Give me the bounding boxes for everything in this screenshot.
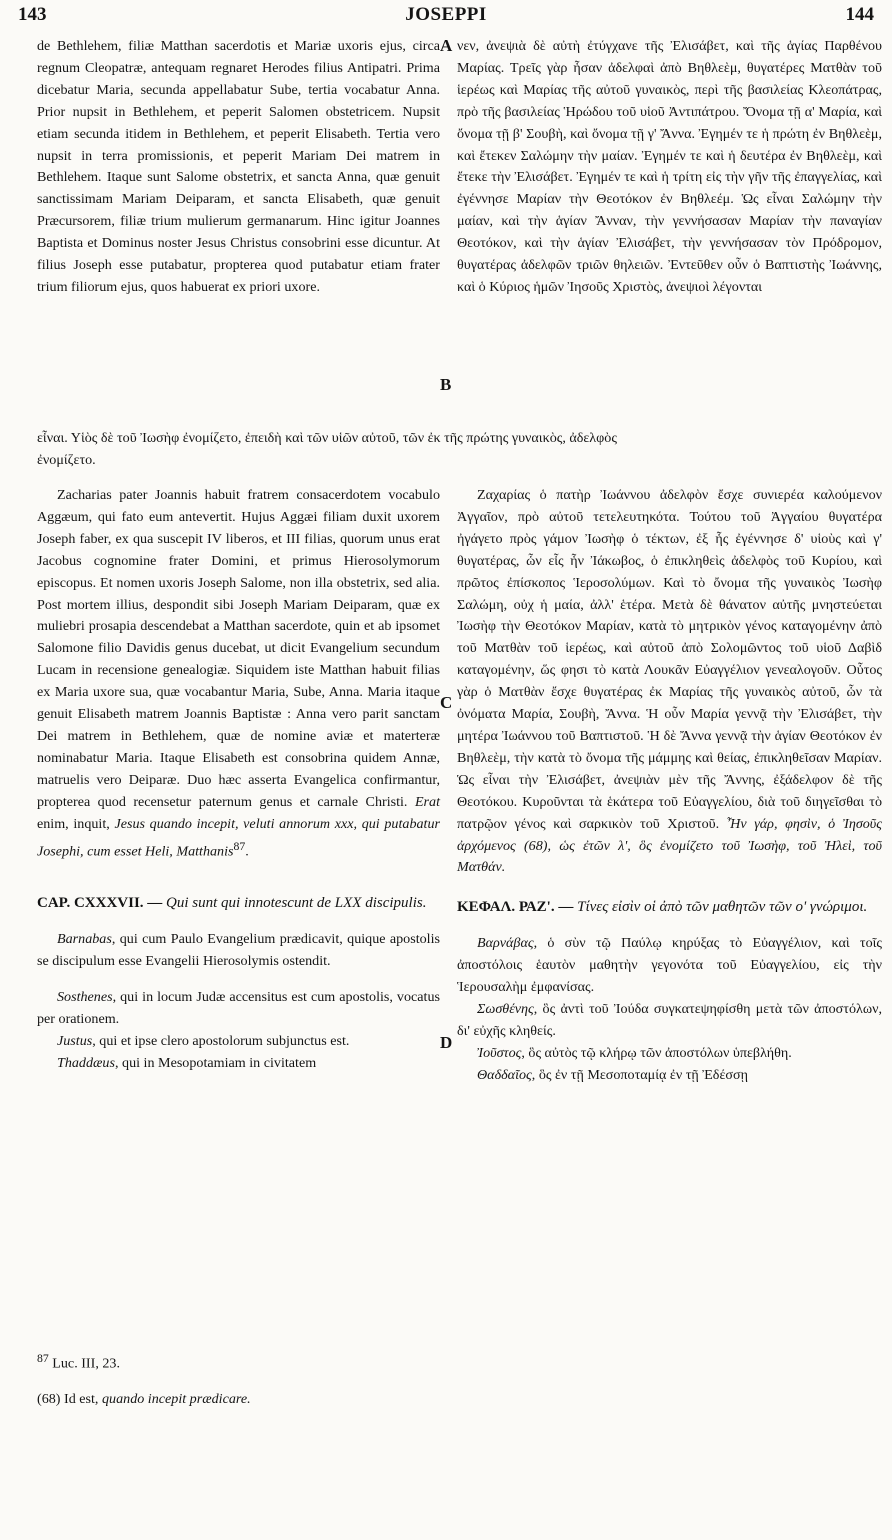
latin-chapter-heading: CAP. CXXXVII. — Qui sunt qui innotescunt de LXX discipulis. <box>37 895 427 912</box>
page-number-right: 144 <box>845 4 874 25</box>
margin-letter-c: C <box>440 693 453 712</box>
latin-column-bottom <box>37 485 440 1074</box>
greek-disciple-thaddaeus: Θαδδαῖος, ὃς ἐν τῇ Μεσοποταμίᾳ ἐν τῇ Ἐδέσσῃ <box>477 1066 748 1083</box>
latin-column-top <box>37 36 440 299</box>
greek-paragraph-1: νεν, ἀνεψιὰ δὲ αὐτὴ ἐτύγχανε τῆς Ἐλισάβετ, καὶ τῆς ἁγίας Παρθένου Μαρίας. Τρεῖς γὰρ ἦσαν ἀδελφαὶ ἀπὸ Βηθλεὲμ, θυγατέρες Ματθὰν τοῦ ἱερέως καὶ Μαρίας τῆς αὐτοῦ γυναικὸς, περὶ τῆς βασιλείας Κλεοπάτρας, πρὸ τῆς βασιλείας Ἡρώδου τοῦ υἱοῦ Ἀντιπάτρου. Ὄνομα τῇ α' Μαρία, καὶ ὄνομα τῇ β' Σουβὴ, καὶ ὄνομα τῇ γ' Ἄννα. Ἐγημέν τε ἡ πρώτη ἐν Βηθλεὲμ, καὶ ἔτεκεν Σαλώμην τὴν μαίαν. Ἐγημέν τε καὶ ἡ δευτέρα ἐν Βηθλεὲμ, καὶ ἔτεκε τὴν Ἐλισάβετ. Ἐγημέν τε καὶ ἡ τρίτη εἰς τὴν γῆν τῆς ἐπαγγελίας, καὶ ἐγέννησε Μαρίαν τὴν Θεοτόκον ἐν Βηθλεέμ. Ὡς εἶναι Σαλώμην τὴν μαίαν, καὶ τὴν ἁγίαν Ἄνναν, τὴν γεννήσασαν Μαρίαν τὴν παναγίαν Θεοτόκον, καὶ τὴν ἁγίαν Ἐλισάβετ, τὴν γεννήσασαν τὸν Πρόδρομον, θυγατέρας ἀδελφῶν τριῶν θηλειῶν. Ἐντεῦθεν οὖν ὁ Βαπτιστὴς Ἰωάννης, καὶ ὁ Κύριος ἡμῶν Ἰησοῦς Χριστὸς, ἀνεψιοὶ λέγονται <box>457 38 882 295</box>
latin-disciple-sosthenes: Sosthenes, qui in locum Judæ accensitus est cum apostolis, vocatus per orationem. <box>37 988 440 1027</box>
latin-paragraph-1: de Bethlehem, filiæ Matthan sacerdotis et Mariæ uxoris ejus, circa regnum Cleopatræ, antequam regnaret Herodes filius Antipatri. Prima dicebatur Maria, secunda appellabatur Sube, tertia vocabatur Anna. Prior nupsit in Bethlehem, et peperit Salomen obstetricem. Nupsit etiam secunda itidem in Bethlehem, et peperit Elisabeth. Tertia vero nupsit in terra promissionis, et peperit Mariam Dei matrem in Bethlehem. Itaque sunt Salome obstetrix, et sancta Anna, quæ genuit sanctissimam Mariam Deiparam, et sancta Elisabeth, quæ genuit Præcursorem, filiæ trium mulierum germanarum. Hinc igitur Joannes Baptista et Dominus noster Jesus Christus consobrini esse dicuntur. At filius Joseph esse putabatur, propterea quod putabatur etiam frater trium filiorum ejus, quos habuerat ex priori uxore. <box>37 38 440 295</box>
footnote-87: $^{87}$ Luc. III, 23. <box>37 1352 120 1372</box>
greek-chapter-heading: ΚΕΦΑΛ. ΡΑΖ'. — Τίνες εἰσὶν οἱ ἀπὸ τῶν μαθητῶν τῶν ο' γνώριμοι. <box>457 899 868 916</box>
running-header <box>18 4 874 32</box>
greek-column-top <box>457 36 882 299</box>
margin-letter-d: D <box>440 1033 453 1052</box>
greek-disciple-barnabas: Βαρνάβας, ὁ σὺν τῷ Παύλῳ κηρύξας τὸ Εὐαγγέλιον, καὶ τοῖς ἀποστόλοις ἑαυτὸν μαθητὴν γεγονότα τοῦ Εὐαγγελίου, εἰς τὴν Ἱερουσαλὴμ ἐμφανίσας. <box>457 935 882 996</box>
page-number-left: 143 <box>18 4 47 25</box>
footnote-68: (68) Id est, quando incepit prædicare. <box>37 1391 251 1407</box>
latin-disciple-barnabas: Barnabas, qui cum Paulo Evangelium prædicavit, quique apostolis se discipulum esse Evangelii Hierosolymis ostendit. <box>37 931 440 969</box>
running-title: JOSEPPI <box>405 4 487 25</box>
greek-paragraph-2: Ζαχαρίας ὁ πατὴρ Ἰωάννου ἀδελφὸν ἔσχε συνιερέα καλούμενον Ἀγγαῖον, πρὸ αὐτοῦ τετελευτηκότα. Τούτου τοῦ Ἀγγαίου θυγατέρα ἠγάγετο πρὸς γάμον Ἰωσὴφ ὁ τέκτων, ἐξ ἧς ἐγέννησε δ' υἱοὺς καὶ γ' θυγατέρας, ὧν εἷς ἦν Ἰάκωβος, ὁ ἐπικληθεὶς ἀδελφὸς τοῦ Κυρίου, καὶ πρῶτος ἐπίσκοπος Ἱεροσολύμων. Καὶ τὸ ὄνομα τῆς γυναικὸς Ἰωσὴφ Σαλώμη, οὐχ ἡ μαία, ἀλλ' ἑτέρα. Μετὰ δὲ θάνατον αὐτῆς μνηστεύεται Ἰωσὴφ τὴν Θεοτόκον Μαρίαν, κατὰ τὸ μητρικὸν γένος καταγομένην ἀπὸ τοῦ Ματθὰν τοῦ ἱερέως, καὶ αὐτοῦ ἀπὸ Σολομῶντος τοῦ υἱοῦ Δαβὶδ καταγομένην, ὥς φησι τὸ κατὰ Λουκᾶν Εὐαγγέλιον γενεαλογοῦν. Οὗτος γὰρ ὁ Ματθὰν ἔσχε θυγατέρας ἐκ Μαρίας τῆς γυναικὸς αὐτοῦ, ὧν τὰ ὀνόματα Μαρία, Σουβὴ, Ἄννα. Ἡ οὖν Μαρία γεννᾷ τὴν Ἐλισάβετ, τὴν μητέρα Ἰωάννου τοῦ Βαπτιστοῦ. Ἡ δὲ Ἄννα γεννᾷ τὴν ἁγίαν Θεοτόκον ἐν Βηθλεὲμ, τὴν κατὰ τὸ ὄνομα τῆς μάμμης καὶ θείας, ἐπικληθεῖσαν Μαρίαν. Ὡς εἶναι τὴν Ἐλισάβετ, ἀνεψιὰν μὲν τῆς Ἄννης, ἐξάδελφον δὲ τῆς Θεοτόκου. Κυροῦνται τὰ ἑκάτερα τοῦ Εὐαγγελίου, διὰ τοῦ διηγεῖσθαι τὸ πατρῷον γένος καὶ σαρκικὸν τοῦ Χριστοῦ. Ἦν γάρ, φησὶν, ὁ Ἰησοῦς ἀρχόμενος (68), ὡς ἐτῶν λ', ὃς ἐνομίζετο τοῦ Ἰωσὴφ, τοῦ Ἠλεὶ, τοῦ Ματθάν. <box>457 487 882 876</box>
latin-paragraph-2: Zacharias pater Joannis habuit fratrem consacerdotem vocabulo Aggæum, qui fato eum antevertit. Hujus Aggæi filiam duxit uxorem Joseph faber, ex qua suscepit IV liberos, et III filias, quorum unus erat Jacobus cognomine frater Domini, et primus Hierosolymorum episcopus. Et nomen uxoris Joseph Salome, non illa obstetrix, sed alia. Post mortem illius, despondit sibi Joseph Mariam Deiparam, quæ ex muliebri prosapia descendebat a Matthan sacerdote, quin et ab ipsomet Salomone filio Davidis genus ducebat, ut dicit Evangelium secundum Lucam in recensione genealogiæ. Siquidem iste Matthan habuit filias ex Maria uxore sua, quæ vocabantur Maria, Sube, Anna. Maria itaque genuit Elisabeth matrem Joannis Baptistæ : Anna vero parit sanctam Dei matrem in Bethlehem, quæ de nomine aviæ et materteræ nominabatur Maria. Itaque Elisabeth est consobrina quidem Annæ, matruelis vero Deiparæ. Duo hæc asserta Evangelica confirmantur, propterea quod recensetur paternum genus et carnale Christi. Erat enim, inquit, Jesus quando incepit, veluti annorum xxx, qui putabatur Josephi, cum esset Heli, Matthanis$^{87}$. <box>37 487 440 860</box>
latin-disciple-justus: Justus, qui et ipse clero apostolorum subjunctus est. <box>57 1032 350 1049</box>
greek-spanning-line: εἶναι. Υἱὸς δὲ τοῦ Ἰωσὴφ ἐνομίζετο, ἐπειδὴ καὶ τῶν υἱῶν αὐτοῦ, τῶν ἐκ τῆς πρώτης γυναικὸς, ἀδελφὸς ἐνομίζετο. <box>37 430 617 468</box>
greek-column-bottom <box>457 485 882 1087</box>
latin-disciple-thaddaeus: Thaddæus, qui in Mesopotamiam in civitatem <box>57 1054 317 1071</box>
greek-disciple-justus: Ἰοῦστος, ὃς αὐτὸς τῷ κλήρῳ τῶν ἀποστόλων ὑπεβλήθη. <box>477 1044 792 1061</box>
margin-letter-b: B <box>440 375 452 394</box>
greek-disciple-sosthenes: Σωσθένης, ὃς ἀντὶ τοῦ Ἰούδα συγκατεψηφίσθη μετὰ τῶν ἀποστόλων, δι' εὐχῆς κληθείς. <box>457 1000 882 1039</box>
margin-letter-a: A <box>440 36 453 55</box>
